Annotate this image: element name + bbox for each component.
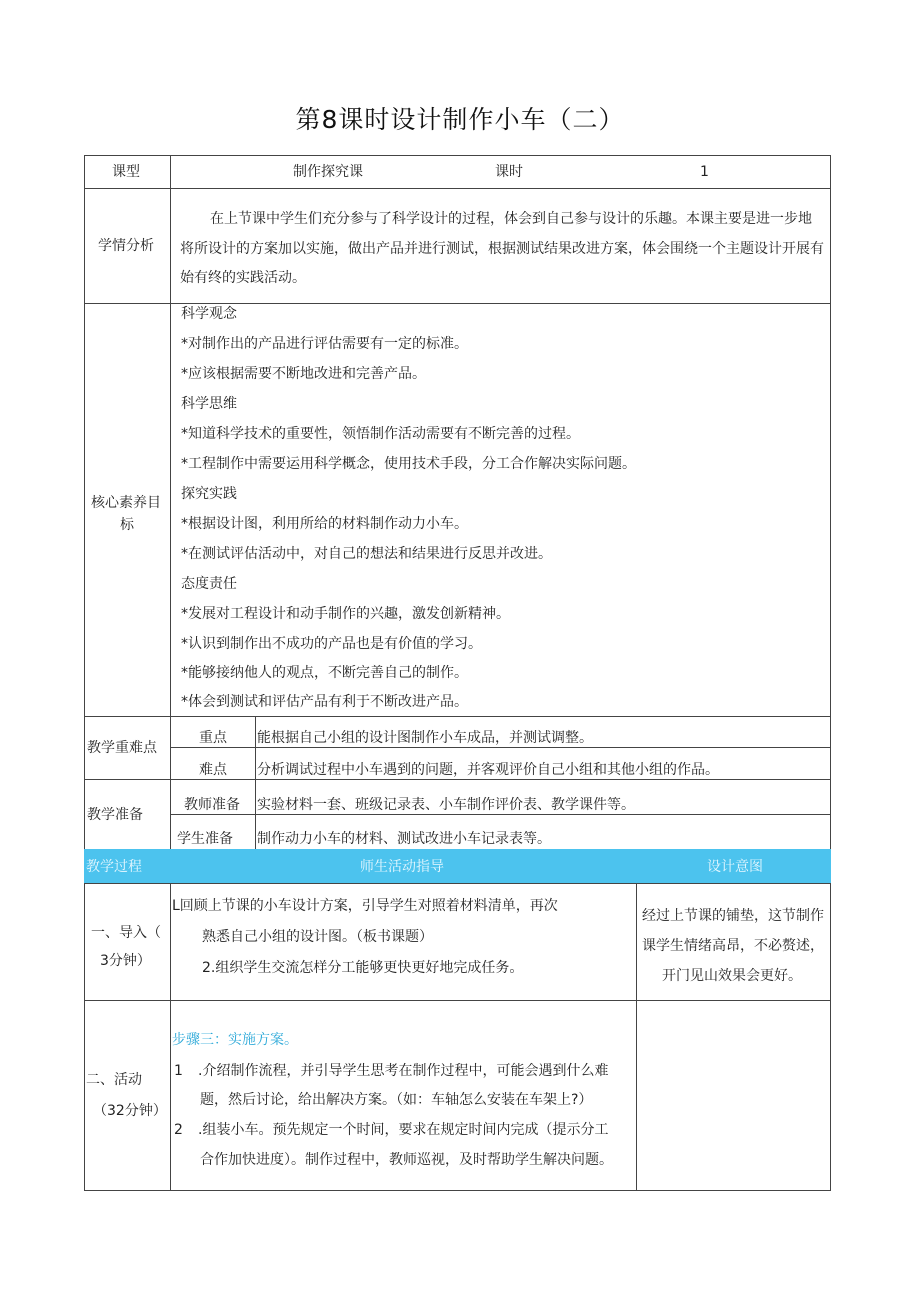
stage2-item-line: .介绍制作流程，并引导学生思考在制作过程中，可能会遇到什么难 (198, 1063, 609, 1079)
goal-heading: 探究实践 (181, 486, 237, 502)
analysis-label: 学情分析 (98, 238, 154, 254)
stage2-label-line1: 二、活动 (86, 1072, 142, 1088)
process-col-intent: 设计意图 (707, 859, 763, 875)
stage1-intent-line: 经过上节课的铺垫，这节制作 (642, 908, 824, 924)
course-hours-value: 1 (700, 164, 709, 180)
course-type-label: 课型 (112, 164, 140, 180)
difficulty-sub: 难点 (199, 762, 227, 778)
goal-item: *体会到测试和评估产品有利于不断改进产品。 (181, 694, 468, 710)
prep-label: 教学准备 (87, 807, 143, 823)
stage2-item-number: 2 (174, 1122, 183, 1138)
page-title: 第8课时设计制作小车（二） (295, 105, 625, 134)
stage2-item-line: 题，然后讨论，给出解决方案。（如：车轴怎么安装在车架上?） (200, 1092, 593, 1108)
key-points-label: 教学重难点 (87, 740, 157, 756)
goal-heading: 态度责任 (181, 576, 237, 592)
goal-item: *对制作出的产品进行评估需要有一定的标准。 (181, 336, 468, 352)
process-col-activity: 师生活动指导 (360, 859, 444, 875)
teacher-prep-text: 实验材料一套、班级记录表、小车制作评价表、教学课件等。 (257, 797, 635, 813)
process-col-stage: 教学过程 (86, 859, 142, 875)
stage1-activity-line: 2.组织学生交流怎样分工能够更快更好地完成任务。 (202, 960, 524, 976)
goal-item: *发展对工程设计和动手制作的兴趣，激发创新精神。 (181, 606, 510, 622)
teacher-prep-sub: 教师准备 (184, 797, 240, 813)
goal-item: *根据设计图，利用所给的材料制作动力小车。 (181, 516, 468, 532)
goal-item: *应该根据需要不断地改进和完善产品。 (181, 366, 426, 382)
stage2-item-line: 合作加快进度）。制作过程中，教师巡视，及时帮助学生解决问题。 (200, 1152, 613, 1168)
process-header (84, 849, 831, 883)
goal-item: *知道科学技术的重要性，领悟制作活动需要有不断完善的过程。 (181, 426, 580, 442)
goal-heading: 科学思维 (181, 396, 237, 412)
stage1-activity-line: L回顾上节课的小车设计方案，引导学生对照着材料清单，再次 (172, 898, 558, 914)
goals-label-line2: 标 (120, 517, 134, 533)
goal-item: *在测试评估活动中，对自己的想法和结果进行反思并改进。 (181, 546, 552, 562)
goal-item: *能够接纳他人的观点，不断完善自己的制作。 (181, 665, 468, 681)
goal-heading: 科学观念 (181, 306, 237, 322)
key-point-sub: 重点 (199, 730, 227, 746)
goals-label-line1: 核心素养目 (91, 495, 161, 511)
stage2-label-line2: （32分钟） (93, 1103, 167, 1119)
stage2-item-line: .组装小车。预先规定一个时间，要求在规定时间内完成（提示分工 (198, 1122, 609, 1138)
student-prep-sub: 学生准备 (177, 831, 233, 847)
student-prep-text: 制作动力小车的材料、测试改进小车记录表等。 (257, 831, 551, 847)
goal-item: *工程制作中需要运用科学概念，使用技术手段，分工合作解决实际问题。 (181, 456, 636, 472)
stage1-intent-line: 课学生情绪高昂，不必赘述， (642, 938, 824, 954)
stage1-activity-line: 熟悉自己小组的设计图。（板书课题） (202, 929, 433, 945)
stage1-label-line1: 一、导入（ (91, 925, 161, 941)
difficulty-text: 分析调试过程中小车遇到的问题，并客观评价自己小组和其他小组的作品。 (257, 762, 719, 778)
key-point-text: 能根据自己小组的设计图制作小车成品，并测试调整。 (257, 730, 593, 746)
stage1-intent-line: 开门见山效果会更好。 (662, 968, 802, 984)
analysis-text: 在上节课中学生们充分参与了科学设计的过程，体会到自己参与设计的乐趣。本课主要是进一步地将所设计的方案加以实施，做出产品并进行测试，根据测试结果改进方案，体会围绕一个主题设计开展有始有终的实践活动。 (180, 211, 824, 286)
stage2-step-heading: 步骤三：实施方案。 (172, 1032, 298, 1048)
course-type-value: 制作探究课 (293, 164, 363, 180)
goal-item: *认识到制作出不成功的产品也是有价值的学习。 (181, 636, 482, 652)
stage2-item-number: 1 (174, 1063, 183, 1079)
stage1-label-line2: 3分钟） (100, 953, 151, 969)
course-hours-label: 课时 (495, 164, 523, 180)
